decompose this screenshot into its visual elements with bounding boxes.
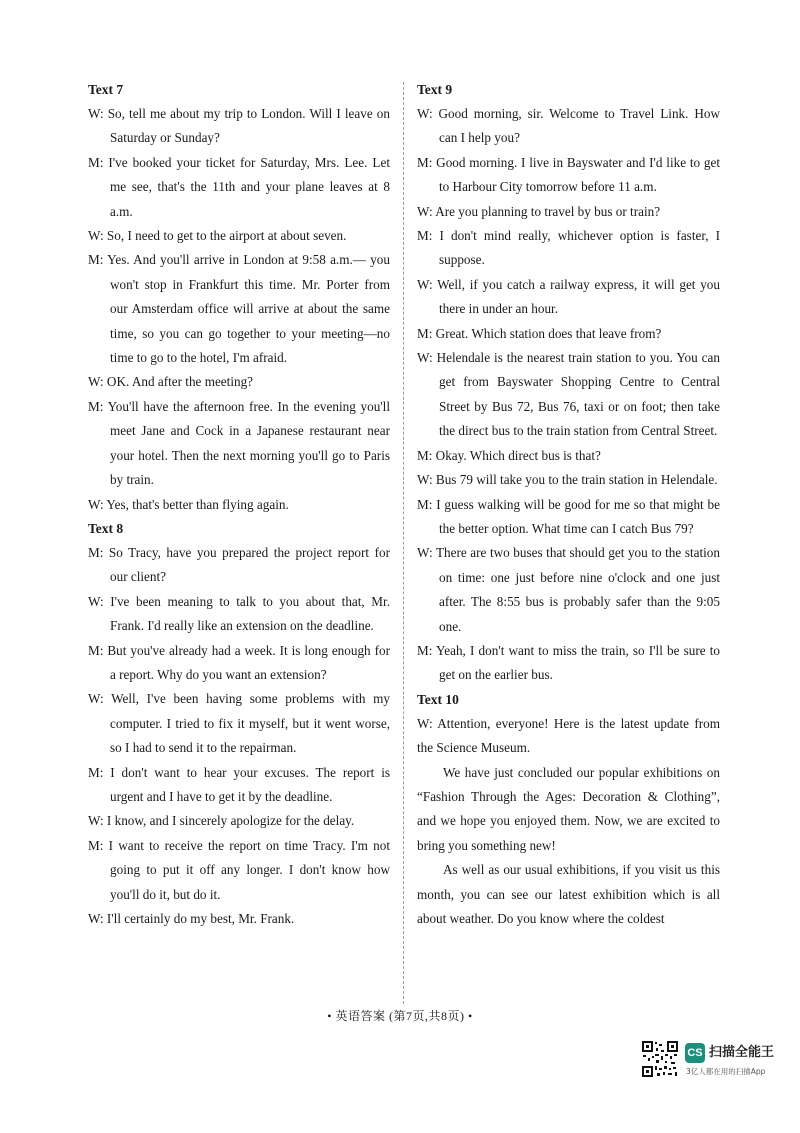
dialogue-line: W: OK. And after the meeting?	[88, 374, 254, 390]
dialogue-line: W: So, tell me about my trip to London. Will I leave on Saturday or Sunday?	[88, 106, 390, 146]
dialogue-line: W: Well, if you catch a railway express, it will get you there in under an hour.	[417, 276, 720, 317]
dialogue-line: W: Bus 79 will take you to the train station in Helendale.	[417, 472, 718, 488]
dialogue-line: M: So Tracy, have you prepared the project report for our client?	[88, 544, 390, 585]
scanner-app-name: 扫描全能王	[709, 1045, 775, 1060]
dialogue-line: M: Great. Which station does that leave from?	[417, 325, 662, 341]
right-column	[417, 78, 720, 931]
dialogue-line: M: Yes. And you'll arrive in London at 9:58 a.m.— you won't stop in Frankfurt this time. Mr. Porter from our Amsterdam office will arrive at about the same time, so you can go together to your meeting—no time to go to the hotel, I'm afraid.	[88, 252, 390, 366]
dialogue-line: M: Yeah, I don't want to miss the train, so I'll be sure to get on the earlier bus.	[417, 642, 720, 683]
dialogue-line: W: Yes, that's better than flying again.	[88, 496, 289, 512]
dialogue-line: W: Well, I've been having some problems with my computer. I tried to fix it myself, but it went worse, so I had to send it to the repairman.	[88, 691, 390, 756]
text9-heading: Text 9	[417, 82, 453, 97]
dialogue-line: M: But you've already had a week. It is long enough for a report. Why do you want an extension?	[88, 642, 390, 682]
announcement-paragraph: We have just concluded our popular exhibitions on “Fashion Through the Ages: Decoration & Clothing”, and we hope you enjoyed them. Now, we are excited to bring you something new!	[417, 764, 720, 853]
qr-code-icon	[641, 1040, 679, 1078]
dialogue-line: W: Good morning, sir. Welcome to Travel Link. How can I help you?	[417, 106, 720, 146]
dialogue-line: M: I've booked your ticket for Saturday, Mrs. Lee. Let me see, that's the 11th and your plane leaves at 8 a.m.	[88, 154, 390, 219]
text8-heading: Text 8	[88, 520, 124, 536]
page-footer: • 英语答案 (第7页,共8页) •	[327, 1009, 473, 1023]
dialogue-line: M: Okay. Which direct bus is that?	[417, 447, 601, 463]
dialogue-line: W: Are you planning to travel by bus or train?	[417, 203, 661, 219]
announcement-paragraph: W: Attention, everyone! Here is the latest update from the Science Museum.	[417, 715, 720, 756]
announcement-paragraph: As well as our usual exhibitions, if you visit us this month, you can see our latest exhibition which is all about weather. Do you know where the coldest	[417, 862, 720, 926]
column-divider	[403, 82, 404, 1004]
dialogue-line: M: I want to receive the report on time Tracy. I'm not going to put it off any longer. I don't know how you'll do it, but do it.	[88, 837, 390, 902]
scanner-tagline: 3亿人都在用的扫描App	[686, 1067, 766, 1076]
text7-heading: Text 7	[88, 82, 124, 97]
dialogue-line: W: There are two buses that should get you to the station on time: one just before nine o'clock and one just after. The 8:55 bus is probably safer than the 9:05 one.	[417, 545, 720, 634]
left-column	[88, 78, 390, 931]
dialogue-line: M: You'll have the afternoon free. In the evening you'll meet Jane and Cock in a Japanese restaurant near your hotel. Then the next morning you'll go to Paris by train.	[88, 398, 390, 488]
dialogue-line: M: I don't mind really, whichever option is faster, I suppose.	[417, 228, 720, 268]
dialogue-line: M: I don't want to hear your excuses. The report is urgent and I have to get it by the deadline.	[88, 764, 390, 804]
dialogue-line: W: So, I need to get to the airport at about seven.	[88, 228, 347, 244]
dialogue-line: W: I've been meaning to talk to you about that, Mr. Frank. I'd really like an extension on the deadline.	[88, 593, 390, 634]
dialogue-line: W: Helendale is the nearest train station to you. You can get from Bayswater Shopping Centre to Central Street by Bus 72, Bus 76, taxi or on foot; then take the direct bus to the train station from Central Street.	[417, 350, 720, 439]
dialogue-line: W: I know, and I sincerely apologize for the delay.	[88, 813, 355, 829]
scanner-logo-icon: CS	[685, 1043, 705, 1063]
dialogue-line: M: I guess walking will be good for me so that might be the better option. What time can I catch Bus 79?	[417, 496, 720, 536]
dialogue-line: M: Good morning. I live in Bayswater and I'd like to get to Harbour City tomorrow before 11 a.m.	[417, 154, 720, 195]
text10-heading: Text 10	[417, 691, 459, 707]
dialogue-line: W: I'll certainly do my best, Mr. Frank.	[88, 911, 295, 926]
